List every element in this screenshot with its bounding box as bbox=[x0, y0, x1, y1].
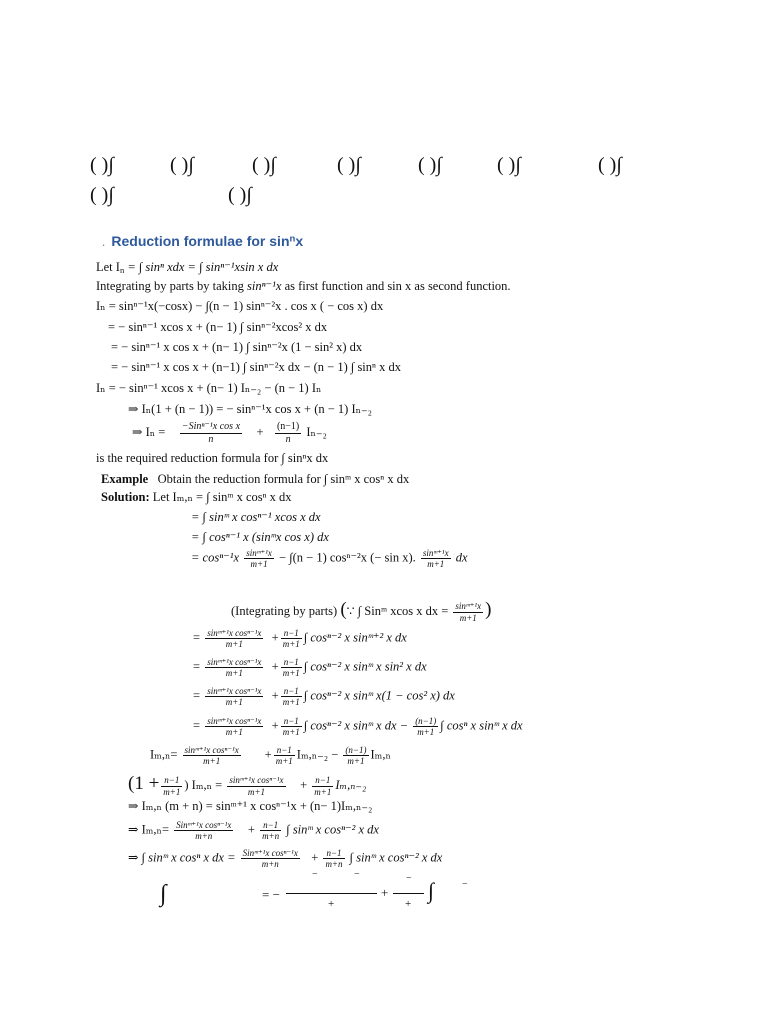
fraction: $\frac{\text{sinᵐ⁺¹x}}{m+1}$ bbox=[246, 548, 272, 570]
step-line: = − sinⁿ⁻¹ xcos x + (n− 1) ∫ sinⁿ⁻²xcos² x dx bbox=[108, 320, 328, 334]
broken-integral: ( )∫ bbox=[418, 154, 442, 176]
broken-plus: + bbox=[405, 898, 412, 910]
fraction: $\frac{n-1}{m+1}$ bbox=[314, 775, 332, 797]
fraction: $\frac{n-1}{m+1}$ bbox=[282, 686, 300, 708]
broken-plus: + bbox=[328, 898, 335, 910]
broken-integral: ∫ bbox=[428, 878, 435, 903]
required-line: is the required reduction formula for ∫ sinⁿx dx bbox=[96, 451, 329, 465]
broken-plus: + bbox=[381, 885, 389, 900]
solution-label: Solution: bbox=[101, 490, 150, 504]
let-sub: n bbox=[119, 265, 125, 276]
broken-dash: − bbox=[354, 869, 360, 880]
factor-row: (1 + $\frac{n-1}{m+1}$ ) Iₘ,ₙ = $\frac{\text{sinᵐ⁺¹x cosⁿ⁻¹x}}{m+1}$ + $\frac{n-1}{m+1}$ Iₘ,ₙ₋₂ bbox=[128, 773, 367, 797]
solution-line bbox=[101, 491, 292, 504]
step-line: ⇒ Iₙ(1 + (n − 1)) = − sinⁿ⁻¹x cos x + (n − 1) Iₙ₋₂ bbox=[128, 402, 373, 416]
solution-step: = ∫ sinᵐ x cosⁿ⁻¹ xcos x dx bbox=[191, 510, 321, 524]
fraction: $\frac{\text{sinᵐ⁺¹x cosⁿ⁻¹x}}{m+1}$ bbox=[207, 657, 262, 679]
cos-mid: − ∫(n − 1) cosⁿ⁻²x (− sin x). bbox=[279, 550, 416, 565]
cos-lead: = cosⁿ⁻¹x bbox=[191, 550, 240, 565]
result-row bbox=[132, 421, 327, 445]
broken-dash: − bbox=[406, 873, 412, 884]
example-label: Example bbox=[101, 472, 149, 486]
step-line: = − sinⁿ⁻¹ x cos x + (n− 1) ∫ sinⁿ⁻²x (1 − sin² x) dx bbox=[111, 340, 363, 354]
let-label: Let I bbox=[96, 260, 120, 274]
fraction: $\frac{n-1}{m+1}$ bbox=[282, 657, 300, 679]
ibp-text: (Integrating by parts) bbox=[231, 604, 338, 618]
parts-text-a: Integrating by parts by taking bbox=[96, 279, 248, 293]
result-lhs: ⇒ Iₙ = bbox=[132, 424, 166, 439]
fraction-row: = $\frac{\text{sinᵐ⁺¹x cosⁿ⁻¹x}}{m+1}$ + $\frac{n-1}{m+1}$ ∫ cosⁿ⁻² x sinᵐ⁺² x dx bbox=[193, 628, 407, 650]
broken-fraction-bar bbox=[393, 893, 424, 894]
solution-step: = ∫ cosⁿ⁻¹ x (sinᵐx cos x) dx bbox=[191, 530, 329, 544]
imn-row: Iₘ,ₙ= $\frac{\text{sinᵐ⁺¹x cosⁿ⁻¹x}}{m+1}$ + $\frac{n-1}{m+1}$ Iₘ,ₙ₋₂ − $\frac{(n-1)}{m+1}$ Iₘ,ₙ bbox=[150, 745, 391, 767]
fraction: $\frac{n-1}{m+1}$ bbox=[282, 716, 300, 738]
fraction: $\frac{n-1}{m+n}$ bbox=[325, 848, 343, 870]
heading-sup: n bbox=[289, 233, 296, 245]
heading-tail: x bbox=[295, 233, 304, 249]
fraction: $\frac{\text{−Sinⁿ⁻¹x cos x}}{n}$ bbox=[181, 421, 241, 445]
fraction: $\frac{\text{sinᵐ⁺¹x cosⁿ⁻¹x}}{m+1}$ bbox=[207, 686, 262, 708]
ibp-row: (Integrating by parts) (∵ ∫ Sinᵐ xcos x dx = $\frac{\text{sinᵐ⁺¹x}}{m+1}$ ) bbox=[231, 599, 492, 623]
fraction-row: = $\frac{\text{sinᵐ⁺¹x cosⁿ⁻¹x}}{m+1}$ + $\frac{n-1}{m+1}$ ∫ cosⁿ⁻² x sinᵐ x sin² x dx bbox=[193, 657, 427, 679]
example-line bbox=[101, 473, 409, 486]
fraction: $\frac{n-1}{m+n}$ bbox=[262, 820, 280, 842]
cos-tail: dx bbox=[455, 550, 468, 565]
broken-integral: ( )∫ bbox=[252, 154, 276, 176]
heading-text: Reduction formulae for sin bbox=[111, 233, 290, 249]
cos-expression-row bbox=[191, 548, 468, 570]
parts-text-c: as first function and sin x as second function. bbox=[281, 279, 511, 293]
fraction: $\frac{\text{sinᵐ⁺¹x cosⁿ⁻¹x}}{m+1}$ bbox=[207, 716, 262, 738]
broken-dash: − bbox=[312, 869, 318, 880]
section-heading bbox=[102, 234, 303, 249]
fraction: $\frac{\text{sinᵐ⁺¹x}}{m+1}$ bbox=[455, 601, 482, 623]
fraction: $\frac{\text{sinᵐ⁺¹x cosⁿ⁻¹x}}{m+1}$ bbox=[229, 775, 284, 797]
broken-integral: ( )∫ bbox=[228, 184, 252, 206]
broken-integral: ( )∫ bbox=[598, 154, 622, 176]
heading-bullet: . bbox=[102, 235, 106, 249]
broken-integral: ( )∫ bbox=[90, 184, 114, 206]
fraction: $\frac{(n-1)}{n}$ bbox=[276, 421, 300, 445]
broken-integral: ( )∫ bbox=[337, 154, 361, 176]
fraction: $\frac{(n-1)}{m+1}$ bbox=[345, 745, 367, 767]
step-line: = − sinⁿ⁻¹ x cos x + (n−1) ∫ sinⁿ⁻²x dx − (n − 1) ∫ sinⁿ x dx bbox=[111, 360, 401, 374]
plus-sign: + bbox=[256, 424, 264, 439]
parts-text-b: sinⁿ⁻¹x bbox=[247, 279, 282, 293]
mn-row: ⇒ Iₘ,ₙ (m + n) = sinᵐ⁺¹ x cosⁿ⁻¹x + (n− 1)Iₘ,ₙ₋₂ bbox=[128, 799, 373, 813]
broken-dash: − bbox=[462, 879, 468, 890]
let-line bbox=[96, 261, 278, 274]
fraction: $\frac{\text{sinᵐ⁺¹x}}{m+1}$ bbox=[422, 548, 449, 570]
fraction: $\frac{\text{Sinᵐ⁺¹x cosⁿ⁻¹x}}{m+n}$ bbox=[242, 848, 298, 870]
broken-eq: = − bbox=[262, 887, 280, 902]
fraction-row: = $\frac{\text{sinᵐ⁺¹x cosⁿ⁻¹x}}{m+1}$ + $\frac{n-1}{m+1}$ ∫ cosⁿ⁻² x sinᵐ x dx − $\frac{(n-1)}{m+1}$ ∫ cosⁿ x sinᵐ x dx bbox=[193, 716, 523, 738]
fraction-row: = $\frac{\text{sinᵐ⁺¹x cosⁿ⁻¹x}}{m+1}$ + $\frac{n-1}{m+1}$ ∫ cosⁿ⁻² x sinᵐ x(1 − cos² x) dx bbox=[193, 686, 455, 708]
solution-text: Let Iₘ,ₙ = ∫ sinᵐ x cosⁿ x dx bbox=[152, 490, 292, 504]
broken-integral: ( )∫ bbox=[497, 154, 521, 176]
final-row-1: ⇒ Iₘ,ₙ= $\frac{\text{Sinᵐ⁺¹x cosⁿ⁻¹x}}{m+n}$ + $\frac{n-1}{m+n}$ ∫ sinᵐ x cosⁿ⁻² x dx bbox=[128, 820, 379, 842]
fraction: $\frac{\text{sinᵐ⁺¹x cosⁿ⁻¹x}}{m+1}$ bbox=[207, 628, 262, 650]
ibp-inner: ∵ ∫ Sinᵐ xcos x dx = bbox=[346, 604, 449, 618]
fraction: $\frac{\text{Sinᵐ⁺¹x cosⁿ⁻¹x}}{m+n}$ bbox=[176, 820, 232, 842]
step-line: Iₙ = sinⁿ⁻¹x(−cosx) − ∫(n − 1) sinⁿ⁻²x . cos x ( − cos x) dx bbox=[96, 299, 384, 313]
broken-integral: ( )∫ bbox=[90, 154, 114, 176]
example-text: Obtain the reduction formula for ∫ sinᵐ x cosⁿ x dx bbox=[157, 472, 410, 486]
fraction: $\frac{n-1}{m+1}$ bbox=[163, 775, 181, 797]
fraction: $\frac{(n-1)}{m+1}$ bbox=[415, 716, 437, 738]
parts-line bbox=[96, 280, 511, 293]
fraction: $\frac{\text{sinᵐ⁺¹x cosⁿ⁻¹x}}{m+1}$ bbox=[184, 745, 239, 767]
fraction: $\frac{n-1}{m+1}$ bbox=[282, 628, 300, 650]
final-row-2: ⇒ ∫ sinᵐ x cosⁿ x dx = $\frac{\text{Sinᵐ⁺¹x cosⁿ⁻¹x}}{m+n}$ + $\frac{n-1}{m+n}$ ∫ sinᵐ x cosⁿ⁻² x dx bbox=[128, 848, 443, 870]
broken-integral: ∫ bbox=[160, 881, 167, 907]
result-tail: Iₙ₋₂ bbox=[306, 424, 327, 439]
broken-fraction-bar bbox=[286, 893, 377, 894]
let-expression: = ∫ sinⁿ xdx = ∫ sinⁿ⁻¹xsin x dx bbox=[124, 260, 279, 274]
broken-integral: ( )∫ bbox=[170, 154, 194, 176]
step-line: Iₙ = − sinⁿ⁻¹ xcos x + (n− 1) Iₙ₋₂ − (n − 1) Iₙ bbox=[96, 381, 322, 395]
fraction: $\frac{n-1}{m+1}$ bbox=[275, 745, 293, 767]
